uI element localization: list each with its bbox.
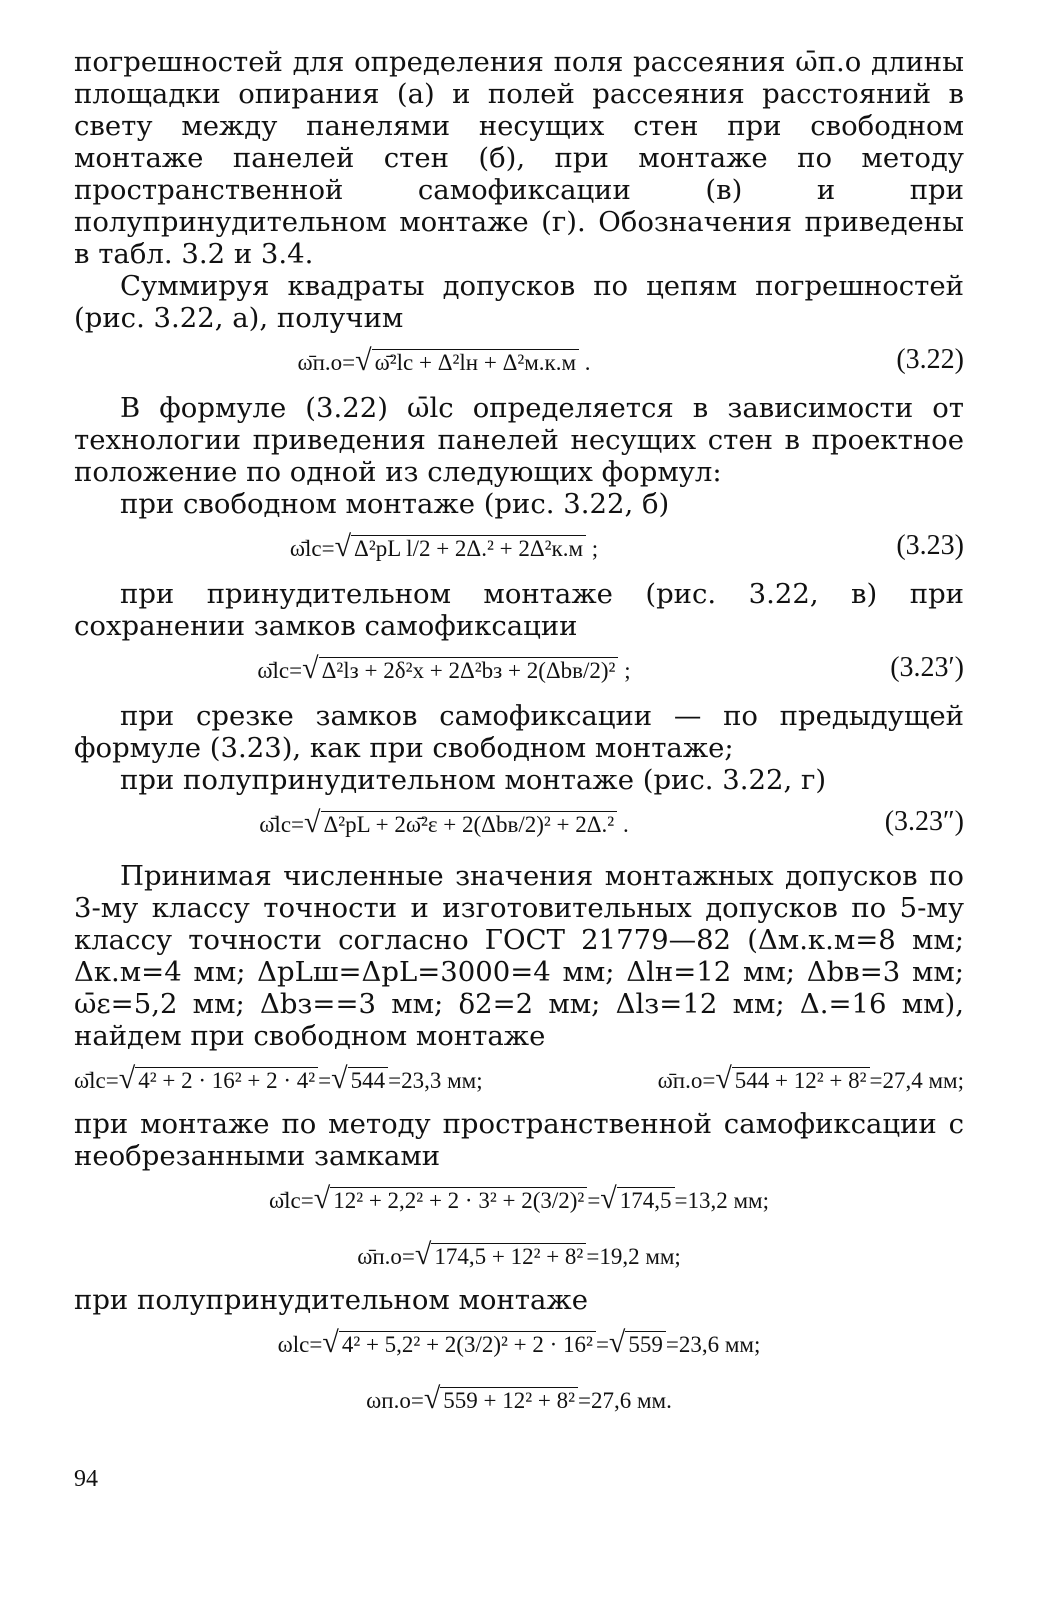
eq-punct: ; — [591, 536, 599, 561]
eq-lhs: ω̄lc — [289, 536, 322, 561]
radicand: Δ²pL l/2 + 2Δ.² + 2Δ²к.м — [351, 535, 586, 561]
eq-sign: = — [289, 658, 303, 683]
eq-punct: ; — [624, 658, 631, 683]
equation-number: (3.23′) — [890, 652, 964, 683]
eq-sign: = — [291, 812, 305, 837]
calc-result: 13,2 мм; — [687, 1188, 769, 1213]
paragraph: В формуле (3.22) ω̄lc определяется в зависимости от технологии приведения панелей несущих стен в проектное положение по одной из следующих формул: — [74, 392, 964, 488]
paragraph: при принудительном монтаже (рис. 3.22, в) при сохранении замков самофиксации — [74, 578, 964, 642]
eq-lhs: ω̄п.о — [297, 350, 343, 375]
sqrt-icon: √ — [423, 1382, 441, 1415]
radicand: 4² + 2 · 16² + 2 · 4² — [135, 1067, 318, 1093]
calc-result: 27,6 мм. — [591, 1388, 672, 1413]
equation-3-23-double-prime — [74, 796, 964, 854]
radicand: Δ²lз + 2δ²x + 2Δ²bз + 2(Δbв/2)² — [319, 657, 619, 683]
equation-number: (3.22) — [896, 344, 964, 375]
sqrt-icon: √ — [313, 1182, 331, 1215]
radicand: 174,5 + 12² + 8² — [431, 1243, 586, 1269]
sqrt-icon: √ — [331, 1062, 348, 1095]
paragraph: при полупринудительном монтаже (рис. 3.22, г) — [120, 764, 827, 796]
eq-sign: = — [321, 536, 335, 561]
calc-lhs: ωlc — [277, 1332, 310, 1357]
equation-3-23 — [74, 520, 964, 578]
sqrt-icon: √ — [608, 1326, 626, 1359]
eq-lhs: ω̄lc — [259, 812, 292, 837]
page-number: 94 — [74, 1466, 98, 1492]
calc-result: 27,4 мм; — [882, 1068, 964, 1093]
calc-semi-forced-po: ωп.о=√ 559 + 12² + 8² =27,6 мм. — [366, 1382, 672, 1415]
sqrt-icon: √ — [600, 1182, 617, 1215]
calc-lhs: ωп.о — [366, 1388, 411, 1413]
radicand: 12² + 2,2² + 2 · 3² + 2(3/2)² — [330, 1187, 587, 1213]
calc-self-fixation-lc: ω̄lc=√ 12² + 2,2² + 2 · 3² + 2(3/2)² =√ 174,5 =13,2 мм; — [268, 1182, 769, 1215]
paragraph: погрешностей для определения поля рассеяния ω̄п.о длины площадки опирания (а) и полей рассеяния расстояний в свету между панелями несущих стен при свободном монтаже панелей стен (б), при монтаже по методу пространственной самофиксации (в) и при полупринудительном монтаже (г). Обозначения приведены в табл. 3.2 и 3.4. — [74, 46, 964, 270]
sqrt-icon: √ — [715, 1062, 732, 1095]
calc-semi-forced-lc: ωlc=√ 4² + 5,2² + 2(3/2)² + 2 · 16² =√ 559 =23,6 мм; — [277, 1326, 761, 1359]
eq-lhs: ω̄lc — [257, 658, 290, 683]
equation-number: (3.23) — [896, 530, 964, 561]
radicand: 559 — [625, 1331, 666, 1357]
radicand: 544 — [348, 1067, 389, 1093]
sqrt-icon: √ — [355, 344, 372, 377]
paragraph: при свободном монтаже (рис. 3.22, б) — [120, 488, 670, 520]
radicand: Δ²pL + 2ω̄²ε + 2(Δbв/2)² + 2Δ.² — [321, 811, 618, 837]
paragraph: Суммируя квадраты допусков по цепям погрешностей (рис. 3.22, а), получим — [74, 270, 964, 334]
eq-punct: . — [622, 812, 629, 837]
calc-result: 19,2 мм; — [599, 1244, 681, 1269]
radicand: 544 + 12² + 8² — [732, 1067, 870, 1093]
radicand: 174,5 — [617, 1187, 675, 1213]
calc-free-mounting: ω̄lc=√ 4² + 2 · 16² + 2 · 4² =√ 544 =23,3 мм; ω̄п.о=√ 544 + 12² + 8² =27,4 мм; — [74, 1062, 964, 1095]
sqrt-icon: √ — [304, 806, 321, 839]
calc-lhs: ω̄п.о — [657, 1068, 703, 1093]
sqrt-icon: √ — [334, 530, 352, 563]
paragraph: при монтаже по методу пространственной самофиксации с необрезанными замками — [74, 1108, 964, 1172]
page-body — [74, 46, 964, 1428]
equation-3-23-prime — [74, 642, 964, 700]
radicand: 4² + 5,2² + 2(3/2)² + 2 · 16² — [339, 1331, 596, 1357]
eq-sign: = — [342, 350, 356, 375]
paragraph: Принимая численные значения монтажных допусков по 3-му классу точности и изготовительных допусков по 5-му классу точности согласно ГОСТ 21779—82 (Δм.к.м=8 мм; Δк.м=4 мм; ΔpLш=ΔpL=3000=4 мм; Δlн=12 мм; Δbв=3 мм; ω̄ε=5,2 мм; Δbз==3 мм; δ2=2 мм; Δlз=12 мм; Δ.=16 мм), найдем при свободном монтаже — [74, 860, 964, 1052]
sqrt-icon: √ — [322, 1326, 339, 1359]
radicand: 559 + 12² + 8² — [440, 1387, 578, 1413]
equation-3-22 — [74, 334, 964, 392]
calc-lhs: ω̄п.о — [357, 1244, 402, 1269]
radicand: ω̄²lc + Δ²lн + Δ²м.к.м — [372, 349, 579, 375]
paragraph: при полупринудительном монтаже — [74, 1284, 588, 1316]
calc-lhs: ω̄lc — [74, 1068, 106, 1093]
calc-lhs: ω̄lc — [268, 1188, 301, 1213]
sqrt-icon: √ — [414, 1238, 432, 1271]
equation-number: (3.23″) — [884, 806, 964, 837]
sqrt-icon: √ — [302, 652, 319, 685]
calc-result: 23,3 мм; — [401, 1068, 483, 1093]
sqrt-icon: √ — [118, 1062, 136, 1095]
calc-result: 23,6 мм; — [678, 1332, 761, 1357]
calc-self-fixation-po: ω̄п.о=√ 174,5 + 12² + 8² =19,2 мм; — [357, 1238, 681, 1271]
paragraph: при срезке замков самофиксации — по предыдущей формуле (3.23), как при свободном монтаже; — [74, 700, 964, 764]
eq-punct: . — [584, 350, 591, 375]
